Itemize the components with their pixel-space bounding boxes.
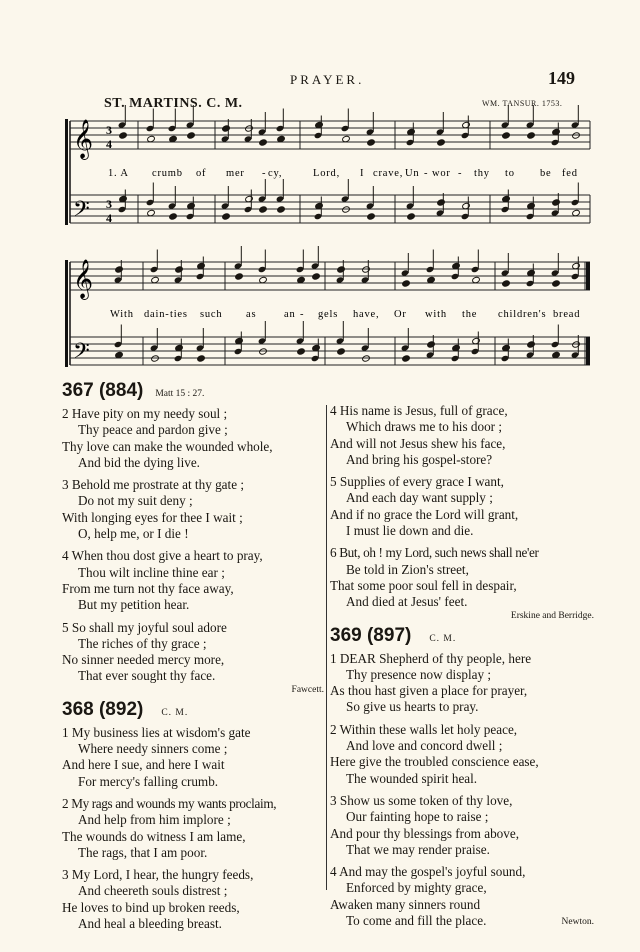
note-head [427,341,436,348]
verse-line: 4 His name is Jesus, full of grace, [330,403,508,418]
verse-line: 4 And may the gospel's joyful sound, [330,864,526,880]
verse-line: Here give the troubled conscience ease, [330,754,539,770]
verse [62,725,324,790]
treble-clef-icon: 𝄞 [73,119,94,159]
verse-line: And bring his gospel-store? [346,451,493,467]
hymn-368 [62,699,324,933]
verse-line: 3 My Lord, I hear, the hungry feeds, [62,867,254,883]
hymn-number: 368 (892) [62,698,144,720]
verse-line: Our fainting hope to raise ; [346,809,489,825]
note-head [175,266,184,273]
hymn-author: Erskine and Berridge. [510,610,594,621]
hymn-369 [330,625,594,930]
hymn-number: 367 (884) [62,380,144,401]
lyric-word: the [462,309,478,320]
time-signature: 4 [106,137,112,151]
verse-line: Thou wilt incline thine ear ; [78,564,225,580]
lyric-word: - [424,168,429,179]
time-signature: 3 [106,197,112,211]
column-divider [326,405,327,890]
lyric-word: have, [353,309,380,320]
note-head [312,273,321,280]
lyric-word: fed [562,168,578,179]
lyric-word: cy, [268,168,283,179]
hymn-368-continued [330,403,594,623]
verse-line: That some poor soul fell in despair, [330,577,517,593]
note-head [222,125,231,132]
verse-line: The wounded spirit heal. [346,770,478,786]
verse [330,403,594,468]
lyric-word: be [540,168,552,179]
section-title: PRAYER. [290,72,365,87]
note-head [337,266,346,273]
hymn-meter: C. M. [429,633,457,644]
note-head [502,280,511,287]
verse-line: And heal a bleeding breast. [78,916,222,932]
lyric-word: - [300,309,305,320]
verse-line: 1 DEAR Shepherd of thy people, here [330,650,532,666]
hymn-meter: C. M. [161,707,189,718]
lyric-word: crave, [373,168,404,179]
note-head [197,355,206,362]
verse-line: And died at Jesus' feet. [346,594,468,610]
lyric-word: such [200,309,223,320]
verse-line: Awaken many sinners round [330,896,481,912]
final-bar [586,262,590,290]
lyric-word: - [262,168,267,179]
verse-line: Which draws me to his door ; [346,419,503,435]
lyric-word: Lord, [313,168,341,179]
verse-line: Do not my suit deny ; [78,493,193,509]
lyric-word: dain- [144,309,170,320]
lyric-word: Un [405,168,420,179]
note-head [187,132,196,139]
verse-line: 3 Show us some token of thy love, [330,792,513,808]
verse-line: O, help me, or I die ! [78,526,189,542]
verse [330,793,594,858]
lyric-word: of [196,168,207,179]
verse-line: 2 Have pity on my needy soul ; [62,406,228,421]
verse-line: As thou hast given a place for prayer, [330,683,528,699]
verse-line: Where needy sinners come ; [78,741,228,757]
lyric-word: I [360,168,365,179]
note-head [437,139,446,146]
verse [330,545,594,610]
note-head [259,206,268,213]
hymn-number: 369 (897) [330,624,412,646]
note-head [277,206,286,213]
verse-line: He loves to bind up broken reeds, [62,899,240,915]
bass-clef-icon: 𝄢 [73,339,90,369]
verse-line: And if no grace the Lord will grant, [330,506,519,522]
verse [330,474,594,539]
scripture-reference: Matt 15 : 27. [155,389,205,399]
system-brace [65,119,68,225]
note-head [402,355,411,362]
verse-line: That ever sought thy face. [78,668,216,684]
lyric-word: Or [394,309,407,320]
lyric-word: wor [432,168,451,179]
column-right [330,403,594,931]
note-head [527,341,536,348]
note-head [402,280,411,287]
verse [62,548,324,613]
note-head [235,273,244,280]
verse-line: So give us hearts to pray. [346,699,479,715]
verse-line: Thy peace and pardon give ; [78,422,228,438]
hymn-author: Fawcett. [291,684,324,695]
hymn-367 [62,380,324,697]
verse [62,620,324,685]
verse-line: And help from him implore ; [78,812,231,828]
verse [62,406,324,471]
verse-line: With longing eyes for thee I wait ; [62,509,243,525]
system-brace [65,260,68,367]
lyric-word: children's [498,309,547,320]
note-head [552,199,561,206]
verse-line: The wounds do witness I am lame, [62,828,246,844]
lyric-word: With [110,309,134,320]
verse-line: The rags, that I am poor. [78,844,208,860]
verse-line: From me turn not thy face away, [62,580,234,596]
verse [62,867,324,932]
verse [62,477,324,542]
lyric-word: as [246,309,257,320]
bass-clef-icon: 𝄢 [73,197,90,227]
time-signature: 4 [106,211,112,225]
note-head [222,213,231,220]
note-head [297,348,306,355]
note-head [407,213,416,220]
lyric-word: thy [474,168,490,179]
lyric-word: gels [318,309,339,320]
note-head [552,280,561,287]
verse-line: To come and fill the place. [346,913,487,929]
verse-line: 2 Within these walls let holy peace, [330,721,518,737]
verse-line: 5 So shall my joyful soul adore [62,619,227,635]
note-head [367,139,376,146]
tune-composer: WM. TANSUR. 1753. [482,99,563,108]
note-head [527,132,536,139]
lyric-word: ties [170,309,188,320]
verse-line: 6 But, oh ! my Lord, such news shall ne'er [330,545,539,561]
verse-line: And bid the dying live. [78,454,200,470]
verse [330,651,594,716]
verse-line: Thy love can make the wounded whole, [62,438,273,454]
verse-line: And love and concord dwell ; [346,738,503,754]
verse-line: 5 Supplies of every grace I want, [330,474,504,490]
verse-line: Thy presence now display ; [346,666,492,682]
time-signature: 3 [106,123,112,137]
music-score [0,0,640,380]
lyric-word: mer [226,168,245,179]
lyric-word: bread [553,309,581,320]
verse-line: The riches of thy grace ; [78,635,207,651]
lyric-word: - [458,168,463,179]
tune-name: ST. MARTINS. C. M. [104,96,243,111]
verse-line: And here I sue, and here I wait [62,757,225,773]
verse-line: 2 My rags and wounds my wants proclaim, [62,795,277,811]
verse-line: And cheereth souls distrest ; [78,883,228,899]
lyric-word: to [505,168,515,179]
lyric-word: with [425,309,447,320]
hymn-author: Newton. [561,917,594,928]
column-left [62,380,324,938]
note-head [502,132,511,139]
note-head [119,132,128,139]
lyric-word: 1. A [108,168,129,179]
verse-line: And will not Jesus shew his face, [330,435,506,451]
note-head [337,348,346,355]
verse-line: And each day want supply ; [346,490,493,506]
verse [62,796,324,861]
note-head [367,213,376,220]
verse-line: 4 When thou dost give a heart to pray, [62,548,263,564]
verse-line: I must lie down and die. [346,523,474,539]
note-head [115,266,124,273]
verse-line: And pour thy blessings from above, [330,825,519,841]
note-head [169,213,178,220]
page-number: 149 [548,68,575,88]
verse-line: 1 My business lies at wisdom's gate [62,724,251,740]
verse-line: Be told in Zion's street, [346,561,469,577]
verse [330,722,594,787]
verse-line: For mercy's falling crumb. [78,773,219,789]
lyric-word: an [284,309,296,320]
verse-line: That we may render praise. [346,841,490,857]
final-bar [586,337,590,365]
note-head [437,199,446,206]
treble-clef-icon: 𝄞 [73,259,94,299]
verse-line: No sinner needed mercy more, [62,652,225,668]
verse-line: 3 Behold me prostrate at thy gate ; [62,477,245,493]
verse-line: Enforced by mighty grace, [346,880,487,896]
note-head [259,139,268,146]
verse-line: But my petition hear. [78,597,190,613]
lyric-word: crumb [152,168,183,179]
